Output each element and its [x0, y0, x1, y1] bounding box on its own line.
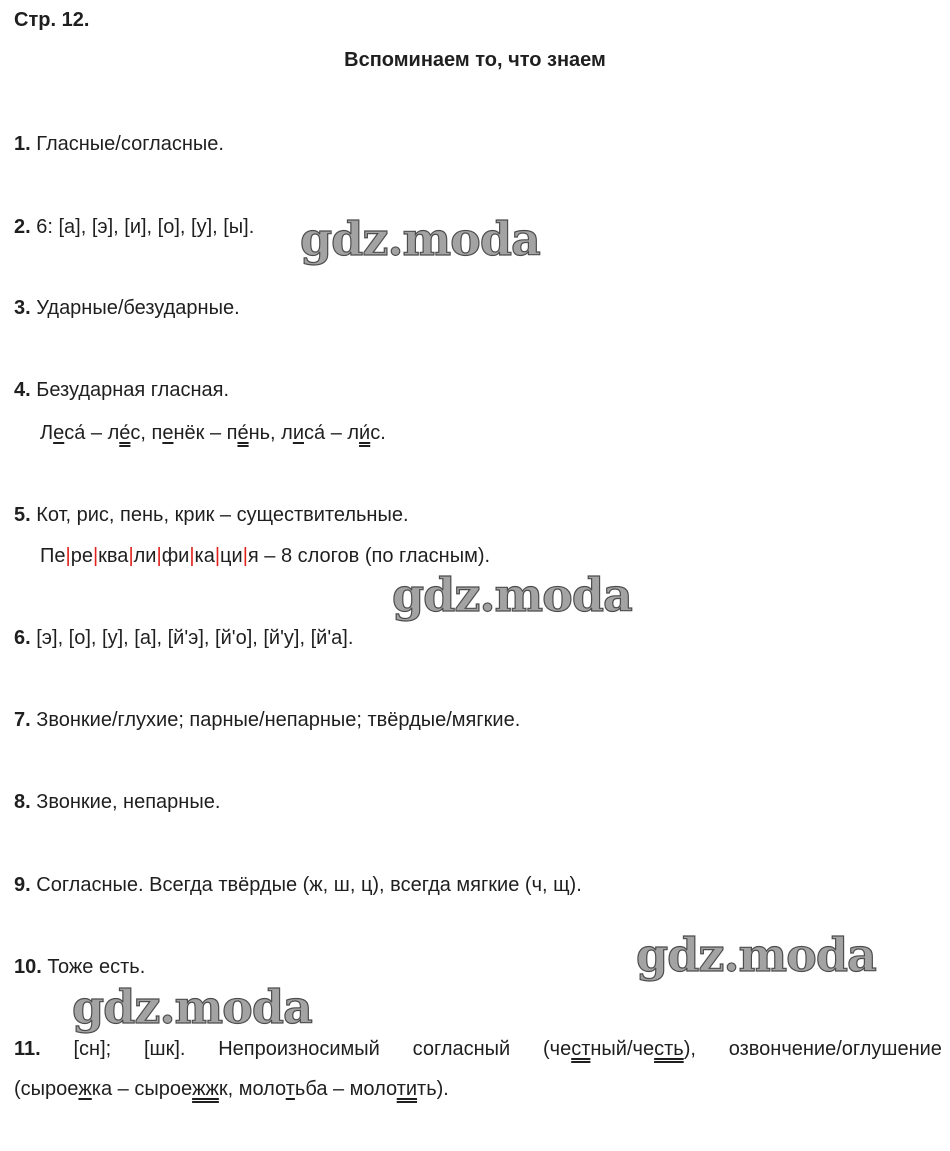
single-underlined-letter: т	[285, 1078, 295, 1100]
answer-text: Тоже есть.	[47, 956, 146, 978]
text-part: са́ – л	[304, 422, 360, 444]
answer-7	[14, 708, 520, 732]
double-underlined-letters: ти	[396, 1078, 418, 1100]
syllable-divider: |	[92, 545, 99, 567]
answer-number: 11.	[14, 1038, 41, 1060]
word: озвончение/оглушение	[728, 1038, 942, 1060]
answer-8	[14, 790, 220, 814]
word: [сн];	[73, 1038, 112, 1060]
syllable-divider: |	[65, 545, 71, 567]
word: [шк].	[143, 1038, 186, 1060]
answer-number: 4.	[14, 379, 31, 401]
watermark-logo: gdz.moda	[300, 212, 540, 266]
double-underlined-letters: сть	[654, 1038, 684, 1060]
answer-3	[14, 296, 240, 320]
watermark-logo: gdz.moda	[72, 980, 312, 1034]
answer-text: Согласные. Всегда твёрдые (ж, ш, ц), всегда мягкие (ч, щ).	[36, 874, 582, 896]
answer-number: 3.	[14, 297, 31, 319]
answer-1	[14, 132, 224, 156]
text-part: нёк – п	[173, 422, 238, 444]
answer-11-continuation	[14, 1077, 449, 1101]
word: согласный	[412, 1038, 511, 1060]
syllable-divider: |	[128, 545, 134, 567]
watermark-logo: gdz.moda	[636, 928, 876, 982]
answer-text: Кот, рис, пень, крик – существительные.	[36, 504, 409, 526]
answer-number: 1.	[14, 133, 31, 155]
answer-number: 2.	[14, 216, 31, 238]
answer-4	[14, 378, 229, 402]
text-part: ный/че	[590, 1038, 655, 1060]
syllable: Пе	[40, 545, 66, 567]
double-underlined-vowel: е́	[119, 422, 131, 444]
answer-4-example	[40, 421, 386, 445]
answer-6	[14, 626, 353, 650]
answer-text: Гласные/согласные.	[36, 133, 224, 155]
answer-number: 8.	[14, 791, 31, 813]
text-part: ть).	[417, 1078, 449, 1100]
answer-5-syllables	[40, 544, 490, 568]
single-underlined-letter: ж	[78, 1078, 92, 1100]
single-underlined-vowel: и	[292, 422, 305, 444]
text-part: к, моло	[218, 1078, 286, 1100]
syllable-divider: |	[156, 545, 162, 567]
page-number: Стр. 12.	[14, 9, 90, 31]
answer-number: 9.	[14, 874, 31, 896]
text-part: нь, л	[248, 422, 293, 444]
answer-text: [э], [о], [у], [а], [й'э], [й'о], [й'у], [й'а].	[36, 627, 354, 649]
single-underlined-vowel: е	[162, 422, 174, 444]
syllable: я	[247, 545, 259, 567]
text-part: (сыроe	[14, 1078, 79, 1100]
text-part: с, п	[130, 422, 163, 444]
text-part: ка – сыроe	[91, 1078, 193, 1100]
word-group	[543, 1037, 696, 1061]
double-underlined-letters: жж	[192, 1078, 219, 1100]
text-part: (че	[543, 1038, 572, 1060]
syllable: ква	[98, 545, 129, 567]
syllable: фи	[161, 545, 190, 567]
answer-number: 5.	[14, 504, 31, 526]
answer-10	[14, 955, 145, 979]
answer-text: 6: [а], [э], [и], [о], [у], [ы].	[36, 216, 255, 238]
double-underlined-vowel: е́	[237, 422, 249, 444]
watermark-logo: gdz.moda	[392, 568, 632, 622]
answer-2	[14, 215, 254, 239]
single-underlined-vowel: е	[53, 422, 65, 444]
syllable-divider: |	[189, 545, 195, 567]
syllable-count: – 8 слогов (по гласным).	[258, 545, 491, 567]
text-part: ьба – моло	[294, 1078, 397, 1100]
word: Непроизносимый	[218, 1038, 380, 1060]
answer-text: Безударная гласная.	[36, 379, 230, 401]
double-underlined-vowel: и́	[359, 422, 371, 444]
text-part: с.	[370, 422, 386, 444]
syllable: ка	[194, 545, 215, 567]
page-title: Вспоминаем то, что знаем	[344, 49, 606, 71]
answer-9	[14, 873, 582, 897]
answer-5	[14, 503, 409, 527]
double-underlined-letters: ст	[571, 1038, 591, 1060]
answer-number: 10.	[14, 956, 42, 978]
text-part: са́ – л	[64, 422, 120, 444]
answer-11	[14, 1037, 942, 1061]
syllable: ци	[220, 545, 243, 567]
syllable-divider: |	[242, 545, 248, 567]
answer-text: Звонкие/глухие; парные/непарные; твёрдые/мягкие.	[36, 709, 521, 731]
syllable-divider: |	[214, 545, 221, 567]
answer-text: Звонкие, непарные.	[36, 791, 221, 813]
answer-number: 6.	[14, 627, 31, 649]
text-part: Л	[40, 422, 54, 444]
syllable: ре	[70, 545, 93, 567]
text-part: ),	[683, 1038, 696, 1060]
answer-number: 7.	[14, 709, 31, 731]
answer-text: Ударные/безударные.	[36, 297, 240, 319]
syllable: ли	[133, 545, 157, 567]
